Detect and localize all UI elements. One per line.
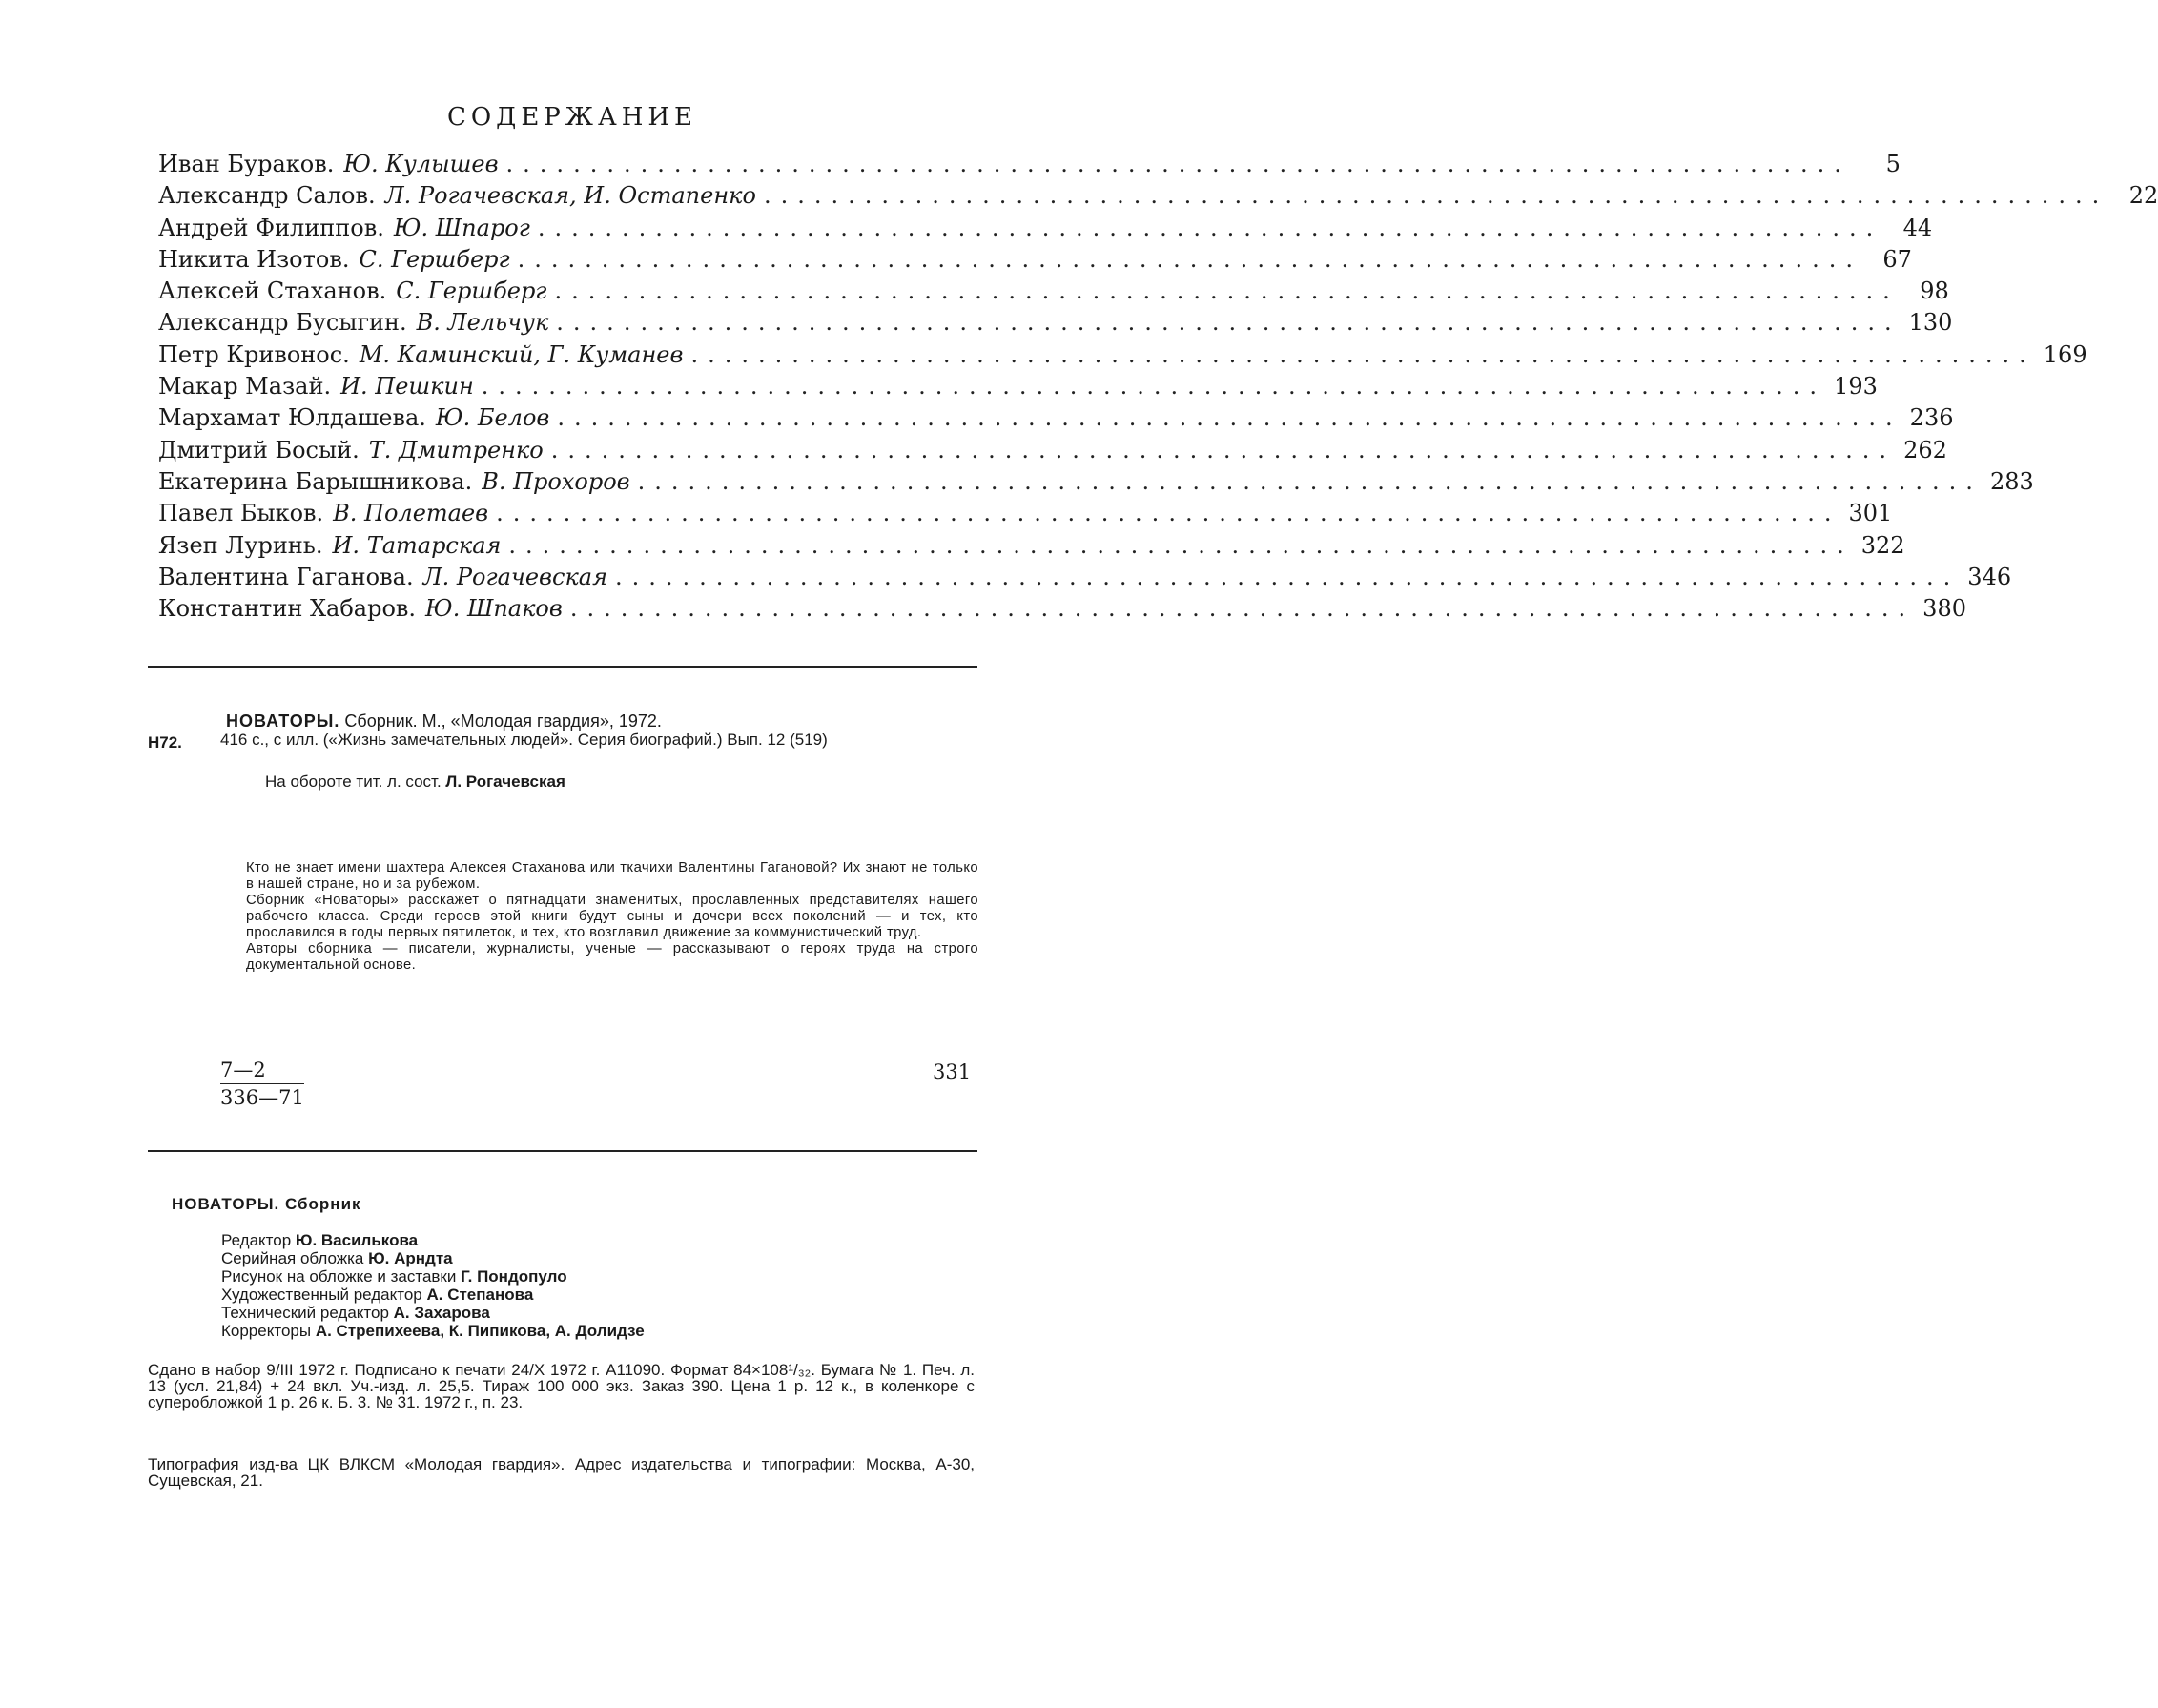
toc-hero-name: Мархамат Юлдашева. <box>158 404 426 431</box>
toc-leader-dots: ................................................................................ <box>557 404 1901 431</box>
divider-top <box>148 666 977 668</box>
toc-entry <box>158 182 995 214</box>
toc-leader-dots: ................................................................................ <box>551 437 1896 463</box>
toc-entry <box>158 532 995 564</box>
toc-leader-dots: ................................................................................ <box>556 309 1901 336</box>
toc-hero-name: Иван Бураков. <box>158 151 334 177</box>
toc-leader-dots: ................................................................................ <box>508 532 1853 559</box>
toc-author: С. Гершберг <box>396 278 546 304</box>
card-pages-series: 416 с., с илл. («Жизнь замечательных людей». Серия биографий.) Вып. 12 (519) <box>220 731 828 749</box>
toc-entry <box>158 151 995 182</box>
toc-hero-name: Екатерина Барышникова. <box>158 468 472 495</box>
toc-author: В. Полетаев <box>333 500 488 526</box>
card-number: 331 <box>933 1060 971 1083</box>
toc-author: И. Пешкин <box>340 373 474 400</box>
toc-leader-dots: ................................................................................ <box>496 500 1840 526</box>
toc-hero-name: Макар Мазай. <box>158 373 331 400</box>
index-numerator: 7—2 <box>220 1059 304 1084</box>
toc-page-number: 322 <box>1861 532 1903 559</box>
toc-page-number: 262 <box>1903 437 1945 463</box>
abstract-paragraph: Сборник «Новаторы» расскажет о пятнадцати знаменитых, прославленных представителях нашего рабочего класса. Среди героев этой книги будут сыны и дочери всех поколений — и тех, кто прославился в годы первых пятилеток, и тех, кто возглавил движение за коммунистический труд. <box>246 893 978 941</box>
credit-line <box>221 1231 645 1249</box>
toc-page-number: 236 <box>1910 404 1952 431</box>
abstract-paragraph: Авторы сборника — писатели, журналисты, ученые — рассказывают о героях труда на строго документальной основе. <box>246 941 978 974</box>
toc-entry <box>158 215 995 246</box>
toc-author: Ю. Шпарог <box>394 215 530 241</box>
card-classification-code: Н72. <box>148 733 182 752</box>
toc-author: Ю. Шпаков <box>425 595 563 622</box>
toc-author: Л. Рогачевская, И. Остапенко <box>385 182 756 209</box>
toc-author: И. Татарская <box>333 532 502 559</box>
toc-entry <box>158 595 995 627</box>
toc-author: Ю. Белов <box>436 404 549 431</box>
toc-leader-dots: ................................................................................ <box>518 246 1862 273</box>
toc-entry <box>158 278 995 309</box>
toc-entry <box>158 500 995 531</box>
credit-role: Корректоры <box>221 1322 311 1340</box>
card-compiler-label: На обороте тит. л. сост. <box>265 772 442 791</box>
page-title: СОДЕРЖАНИЕ <box>0 103 1144 132</box>
toc-page-number: 169 <box>2044 341 2086 368</box>
print-details: Сдано в набор 9/III 1972 г. Подписано к печати 24/X 1972 г. А11090. Формат 84×108¹/₃₂. Бумага № 1. Печ. л. 13 (усл. 21,84) + 24 вкл. Уч.-изд. л. 25,5. Тираж 100 000 экз. Заказ 390. Цена 1 р. 12 к., в коленкоре с суперобложкой 1 р. 26 к. Б. 3. № 31. 1972 г., п. 23. <box>148 1362 975 1410</box>
card-compiler-name: Л. Рогачевская <box>445 772 565 791</box>
credit-name: А. Стрепихеева, К. Пипикова, А. Долидзе <box>316 1322 645 1340</box>
credit-name: Ю. Арндта <box>368 1249 452 1267</box>
toc-entry <box>158 246 995 278</box>
toc-author: М. Каминский, Г. Куманев <box>360 341 684 368</box>
toc-author: Ю. Кулышев <box>343 151 498 177</box>
toc-page-number: 5 <box>1859 151 1901 177</box>
toc-leader-dots: ................................................................................ <box>506 151 1851 177</box>
toc-page-number: 283 <box>1990 468 2032 495</box>
toc-entry <box>158 437 995 468</box>
credit-role: Редактор <box>221 1231 291 1249</box>
toc-leader-dots: ................................................................................ <box>482 373 1826 400</box>
toc-hero-name: Андрей Филиппов. <box>158 215 384 241</box>
toc-page-number: 22 <box>2116 182 2158 209</box>
toc-hero-name: Павел Быков. <box>158 500 323 526</box>
toc-entry <box>158 404 995 436</box>
toc-hero-name: Алексей Стаханов. <box>158 278 386 304</box>
toc-page-number: 346 <box>1967 564 2009 590</box>
card-publisher: Сборник. М., «Молодая гвардия», 1972. <box>344 711 662 731</box>
bibliographic-index <box>220 1059 304 1109</box>
toc-leader-dots: ................................................................................ <box>554 278 1899 304</box>
toc-author: Т. Дмитренко <box>369 437 544 463</box>
toc-entry <box>158 564 995 595</box>
credit-name: А. Степанова <box>426 1286 533 1304</box>
toc-hero-name: Дмитрий Босый. <box>158 437 360 463</box>
toc-leader-dots: ................................................................................ <box>690 341 2035 368</box>
toc-leader-dots: ................................................................................ <box>764 182 2108 209</box>
toc-author: С. Гершберг <box>359 246 509 273</box>
index-denominator: 336—71 <box>220 1084 304 1109</box>
toc-page-number: 44 <box>1890 215 1932 241</box>
imprint-credits <box>221 1231 645 1340</box>
toc-hero-name: Никита Изотов. <box>158 246 349 273</box>
card-heading <box>226 711 662 731</box>
abstract-paragraph: Кто не знает имени шахтера Алексея Стаханова или ткачихи Валентины Гагановой? Их знают не только в нашей стране, но и за рубежом. <box>246 860 978 893</box>
toc-page-number: 130 <box>1909 309 1951 336</box>
table-of-contents <box>158 151 995 627</box>
toc-hero-name: Константин Хабаров. <box>158 595 416 622</box>
credit-name: Ю. Василькова <box>296 1231 418 1249</box>
toc-entry <box>158 373 995 404</box>
toc-page-number: 67 <box>1870 246 1912 273</box>
toc-hero-name: Александр Салов. <box>158 182 376 209</box>
toc-entry <box>158 341 995 373</box>
card-description <box>220 731 974 748</box>
toc-page-number: 193 <box>1834 373 1876 400</box>
card-abstract <box>246 860 978 974</box>
toc-hero-name: Александр Бусыгин. <box>158 309 407 336</box>
credit-line <box>221 1322 645 1340</box>
toc-entry <box>158 468 995 500</box>
imprint-title: НОВАТОРЫ. Сборник <box>172 1195 361 1214</box>
credit-line <box>221 1249 645 1267</box>
toc-hero-name: Язеп Луринь. <box>158 532 323 559</box>
toc-hero-name: Валентина Гаганова. <box>158 564 414 590</box>
toc-leader-dots: ................................................................................ <box>570 595 1915 622</box>
credit-role: Серийная обложка <box>221 1249 363 1267</box>
toc-leader-dots: ................................................................................ <box>615 564 1960 590</box>
toc-page-number: 380 <box>1922 595 1964 622</box>
credit-role: Технический редактор <box>221 1304 389 1322</box>
toc-page-number: 301 <box>1848 500 1890 526</box>
credit-line <box>221 1267 645 1286</box>
toc-leader-dots: ................................................................................ <box>538 215 1882 241</box>
credit-line <box>221 1286 645 1304</box>
toc-author: В. Лельчук <box>417 309 549 336</box>
card-compiler-line <box>265 772 565 792</box>
toc-author: Л. Рогачевская <box>423 564 607 590</box>
divider-bottom <box>148 1150 977 1152</box>
card-title: НОВАТОРЫ. <box>226 711 339 731</box>
credit-name: Г. Пондопуло <box>461 1267 566 1286</box>
credit-role: Художественный редактор <box>221 1286 422 1304</box>
toc-hero-name: Петр Кривонос. <box>158 341 350 368</box>
credit-line <box>221 1304 645 1322</box>
toc-author: В. Прохоров <box>482 468 629 495</box>
credit-role: Рисунок на обложке и заставки <box>221 1267 456 1286</box>
printer-address: Типография изд-ва ЦК ВЛКСМ «Молодая гвардия». Адрес издательства и типографии: Москва, А-30, Сущевская, 21. <box>148 1456 975 1489</box>
credit-name: А. Захарова <box>394 1304 490 1322</box>
toc-leader-dots: ................................................................................ <box>638 468 1983 495</box>
toc-page-number: 98 <box>1907 278 1949 304</box>
toc-entry <box>158 309 995 340</box>
